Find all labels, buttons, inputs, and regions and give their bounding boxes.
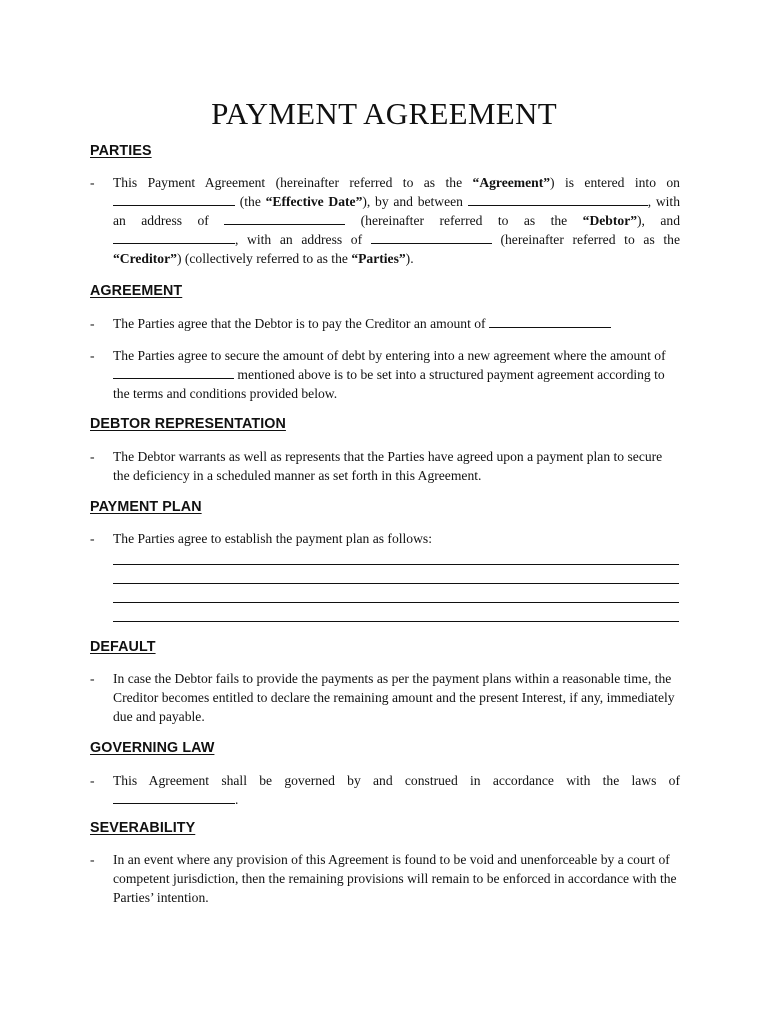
bullet-dash: - xyxy=(90,773,95,788)
debtor-name-blank[interactable] xyxy=(468,193,648,206)
heading-severability: SEVERABILITY xyxy=(90,820,196,836)
parties-text: This Payment Agreement (hereinafter referred to as the “Agreement”) is entered into on (the “Effective Date”), by and between , with an address of (hereinafter referred to as the “Debtor”), and , with an address of (hereinafter referred to as the “Creditor”) (collectively referred to as the “Parties”). xyxy=(113,175,681,266)
jurisdiction-blank[interactable] xyxy=(113,791,235,804)
bullet-dash: - xyxy=(90,348,95,363)
bullet-dash: - xyxy=(90,449,95,464)
payment-plan-line[interactable] xyxy=(113,583,679,584)
bullet-dash: - xyxy=(90,316,95,331)
creditor-name-blank[interactable] xyxy=(113,231,235,244)
debt-amount-blank[interactable] xyxy=(113,366,234,379)
payment-plan-clause: - The Parties agree to establish the payment plan as follows: xyxy=(90,531,432,546)
heading-debtor-representation: DEBTOR REPRESENTATION xyxy=(90,416,286,432)
severability-clause: - In an event where any provision of this Agreement is found to be void and unenforceable by a court of competent jurisdiction, then the remaining provisions will remain to be enforced in accordance with the Parties’ intention. xyxy=(90,852,677,905)
default-clause: - In case the Debtor fails to provide the payments as per the payment plans within a reasonable time, the Creditor becomes entitled to declare the remaining amount and the present Interest, if any, immediately due and payable. xyxy=(90,671,675,724)
heading-governing-law: GOVERNING LAW xyxy=(90,740,215,756)
effective-date-blank[interactable] xyxy=(113,193,235,206)
bullet-dash: - xyxy=(90,671,95,686)
heading-payment-plan: PAYMENT PLAN xyxy=(90,499,202,515)
governing-law-clause: - This Agreement shall be governed by and construed in accordance with the laws of . xyxy=(90,773,680,807)
heading-parties: PARTIES xyxy=(90,143,152,159)
heading-default: DEFAULT xyxy=(90,639,156,655)
heading-agreement: AGREEMENT xyxy=(90,283,183,299)
bullet-dash: - xyxy=(90,852,95,867)
bullet-dash: - xyxy=(90,531,95,546)
payment-plan-line[interactable] xyxy=(113,602,679,603)
bullet-dash: - xyxy=(90,175,95,190)
agreement-clause-2: - The Parties agree to secure the amount of debt by entering into a new agreement where the amount of mentioned above is to be set into a structured payment agreement according to the terms and conditions provided below. xyxy=(90,348,666,401)
parties-clause xyxy=(90,173,680,268)
amount-blank[interactable] xyxy=(489,315,611,328)
creditor-address-blank[interactable] xyxy=(371,231,492,244)
debtor-representation-clause: - The Debtor warrants as well as represents that the Parties have agreed upon a payment plan to secure the deficiency in a scheduled manner as set forth in this Agreement. xyxy=(90,449,663,483)
document-title: PAYMENT AGREEMENT xyxy=(211,96,557,131)
debtor-address-blank[interactable] xyxy=(224,212,345,225)
payment-plan-line[interactable] xyxy=(113,564,679,565)
agreement-clause-1: - The Parties agree that the Debtor is to pay the Creditor an amount of xyxy=(90,314,680,333)
payment-plan-line[interactable] xyxy=(113,621,679,622)
